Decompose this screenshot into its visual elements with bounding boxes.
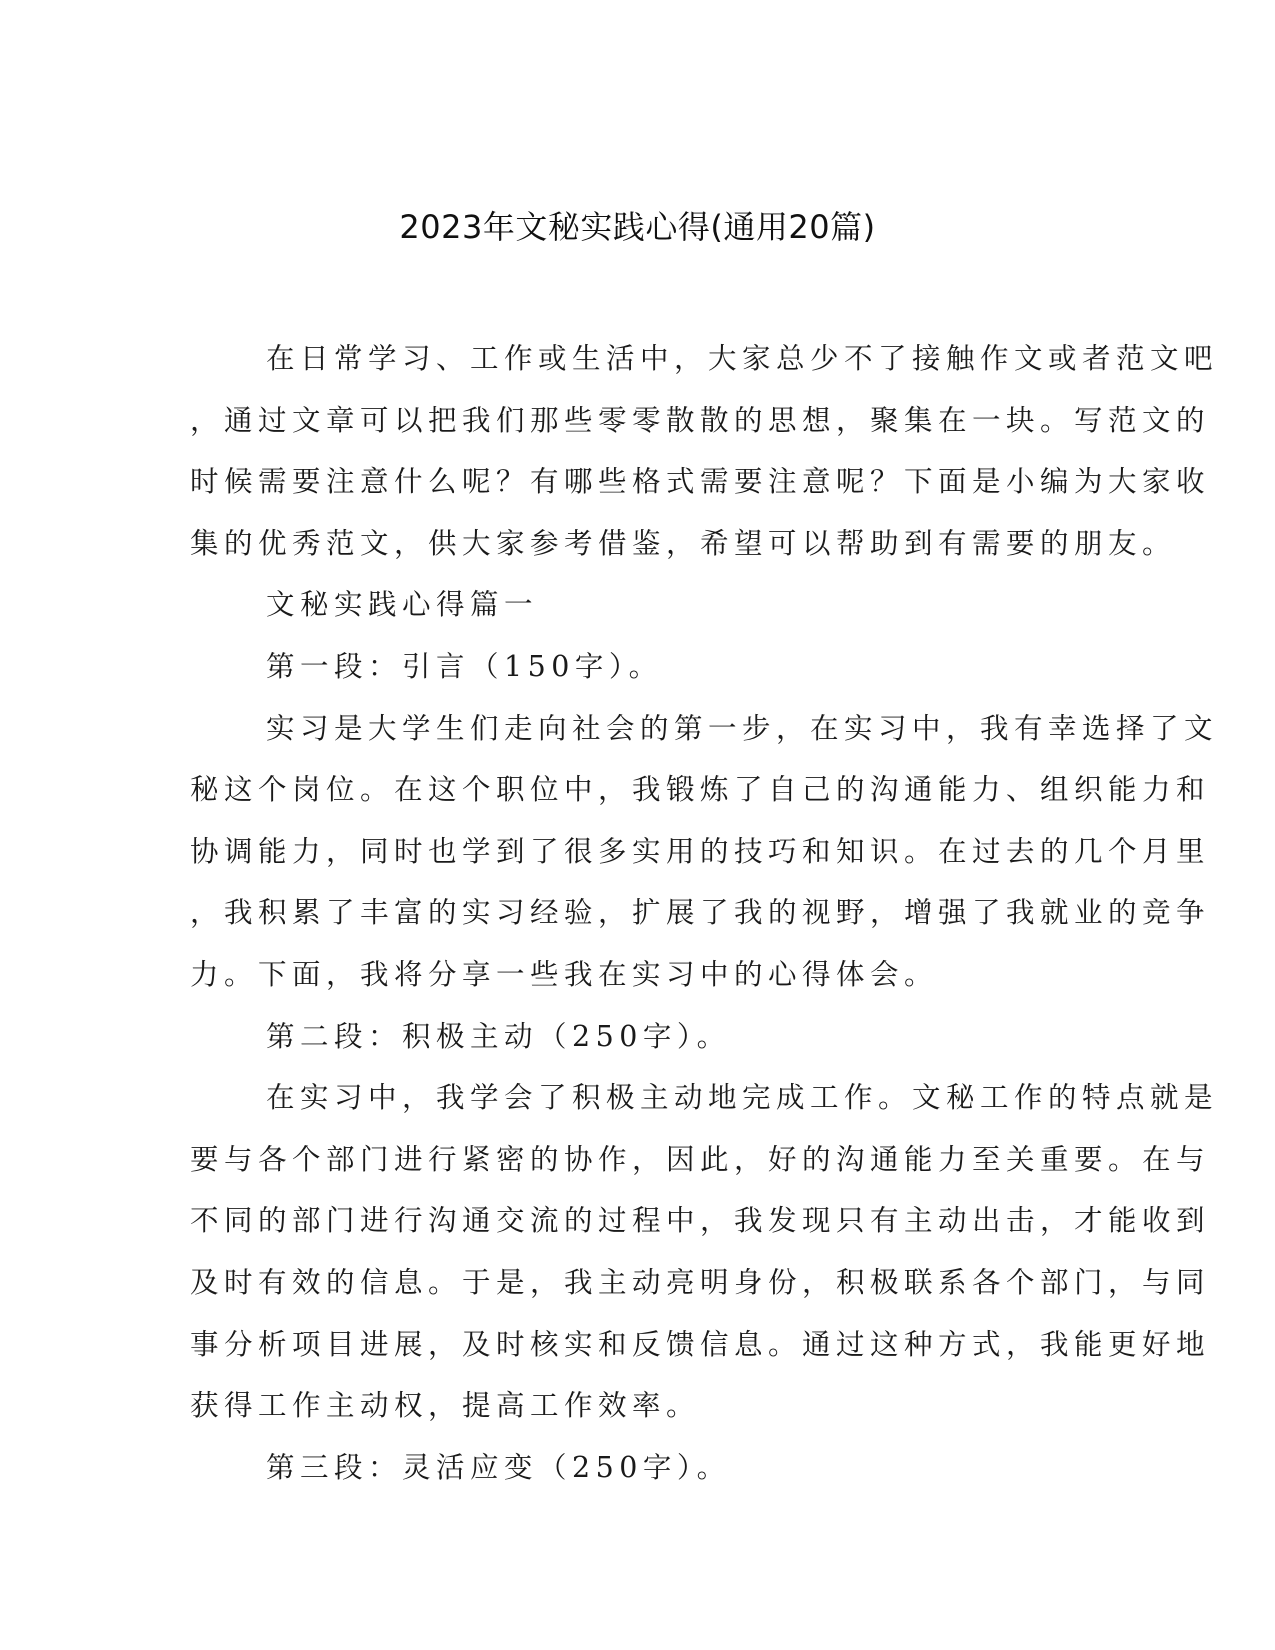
text-line: 文秘实践心得篇一: [266, 588, 539, 622]
text-line: 第二段：积极主动（250字）。: [266, 1019, 731, 1053]
text-line: 集的优秀范文，供大家参考借鉴，希望可以帮助到有需要的朋友。: [190, 526, 1177, 560]
part2-body: [190, 1067, 1219, 1437]
text-line: 力。下面，我将分享一些我在实习中的心得体会。: [190, 957, 939, 991]
document-title: 2023年文秘实践心得(通用20篇): [399, 208, 876, 246]
section-heading: [190, 574, 1080, 636]
text-line: 实习是大学生们走向社会的第一步，在实习中，我有幸选择了文: [266, 711, 1219, 745]
part1-heading: [190, 636, 1080, 698]
part3-heading: [190, 1437, 1080, 1499]
document-body: [190, 328, 1219, 1498]
part1-body: [190, 698, 1219, 1006]
text-line: ，通过文章可以把我们那些零零散散的思想，聚集在一块。写范文的: [190, 403, 1211, 437]
text-line: 事分析项目进展，及时核实和反馈信息。通过这种方式，我能更好地: [190, 1327, 1211, 1361]
text-line: 协调能力，同时也学到了很多实用的技巧和知识。在过去的几个月里: [190, 834, 1211, 868]
text-line: 及时有效的信息。于是，我主动亮明身份，积极联系各个部门，与同: [190, 1265, 1211, 1299]
text-line: 在实习中，我学会了积极主动地完成工作。文秘工作的特点就是: [266, 1081, 1219, 1115]
text-line: 第一段：引言（150字）。: [266, 649, 663, 683]
text-line: 不同的部门进行沟通交流的过程中，我发现只有主动出击，才能收到: [190, 1204, 1211, 1238]
text-line: 秘这个岗位。在这个职位中，我锻炼了自己的沟通能力、组织能力和: [190, 773, 1211, 807]
part2-heading: [190, 1006, 1080, 1068]
text-line: 获得工作主动权，提高工作效率。: [190, 1389, 701, 1423]
text-line: ，我积累了丰富的实习经验，扩展了我的视野，增强了我就业的竞争: [190, 896, 1211, 930]
text-line: 在日常学习、工作或生活中，大家总少不了接触作文或者范文吧: [266, 342, 1219, 375]
paragraph-intro: [190, 328, 1219, 574]
text-line: 时候需要注意什么呢？有哪些格式需要注意呢？下面是小编为大家收: [190, 465, 1211, 499]
text-line: 第三段：灵活应变（250字）。: [266, 1450, 731, 1484]
text-line: 要与各个部门进行紧密的协作，因此，好的沟通能力至关重要。在与: [190, 1142, 1211, 1176]
